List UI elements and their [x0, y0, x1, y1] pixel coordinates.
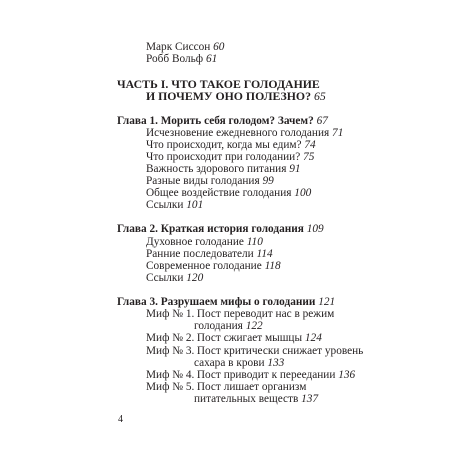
toc-entry-page: 61 [205, 53, 218, 66]
myth-entry: Миф № 4. Пост приводит к переедании 136 [146, 368, 356, 381]
toc-entry: Современное голодание 118 [146, 259, 281, 272]
myth-text: Пост приводит к переедании [196, 368, 336, 381]
toc-entry [146, 52, 217, 67]
myth-entry-continuation: сахара в крови 133 [194, 356, 285, 369]
myth-label: Миф № 1. [146, 308, 195, 321]
myth-label: Миф № 2. [146, 332, 195, 345]
toc-entry: Ссылки 101 [146, 199, 204, 212]
page-number: 4 [118, 414, 123, 425]
toc-entry: Важность здорового питания 91 [146, 162, 301, 175]
toc-entry: Ссылки 120 [146, 271, 204, 284]
toc-entry-text: Робб Вольф [146, 53, 204, 66]
myth-text: Пост переводит нас в режим [196, 308, 335, 321]
myth-label: Миф № 5. [146, 380, 195, 393]
toc-entry: Общее воздействие голодания 100 [146, 187, 312, 200]
toc-entry-page: 60 [213, 41, 225, 53]
toc-entry: Духовное голодание 110 [146, 235, 263, 248]
toc-entry: Что происходит, когда мы едим? 74 [146, 138, 316, 151]
myth-text: Пост критически снижает уровень [196, 344, 364, 357]
chapter-page: 67 [316, 114, 328, 127]
toc-entry: Что происходит при голодании? 75 [146, 150, 315, 163]
myth-text: Пост сжигает мышцы [196, 332, 303, 345]
chapter-title: Глава 2. Краткая история голодания [117, 223, 304, 236]
chapter-page: 109 [306, 223, 324, 236]
myth-text: Пост лишает организм [196, 380, 307, 393]
myth-entry-continuation: питательных веществ 137 [194, 393, 319, 405]
part-heading-line1: ЧАСТЬ I. ЧТО ТАКОЕ ГОЛОДАНИЕ [117, 77, 320, 92]
myth-entry-continuation: голодания 122 [194, 320, 263, 333]
toc-entry-text: Марк Сиссон [146, 41, 211, 53]
part-heading-line2: И ПОЧЕМУ ОНО ПОЛЕЗНО? 65 [146, 89, 326, 104]
myth-label: Миф № 3. [146, 344, 195, 357]
chapter-page: 121 [318, 296, 336, 309]
toc-entry: Разные виды голодания 99 [146, 175, 274, 188]
chapter-title: Глава 3. Разрушаем мифы о голодании [117, 296, 316, 309]
part-page: 65 [313, 89, 326, 104]
toc-entry: Исчезновение ежедневного голодания 71 [146, 126, 344, 139]
toc-entry: Ранние последователи 114 [146, 247, 273, 260]
chapter-title: Глава 1. Морить себя голодом? Зачем? [117, 114, 314, 127]
myth-label: Миф № 4. [146, 368, 195, 381]
myth-entry: Миф № 2. Пост сжигает мышцы 124 [146, 332, 322, 345]
